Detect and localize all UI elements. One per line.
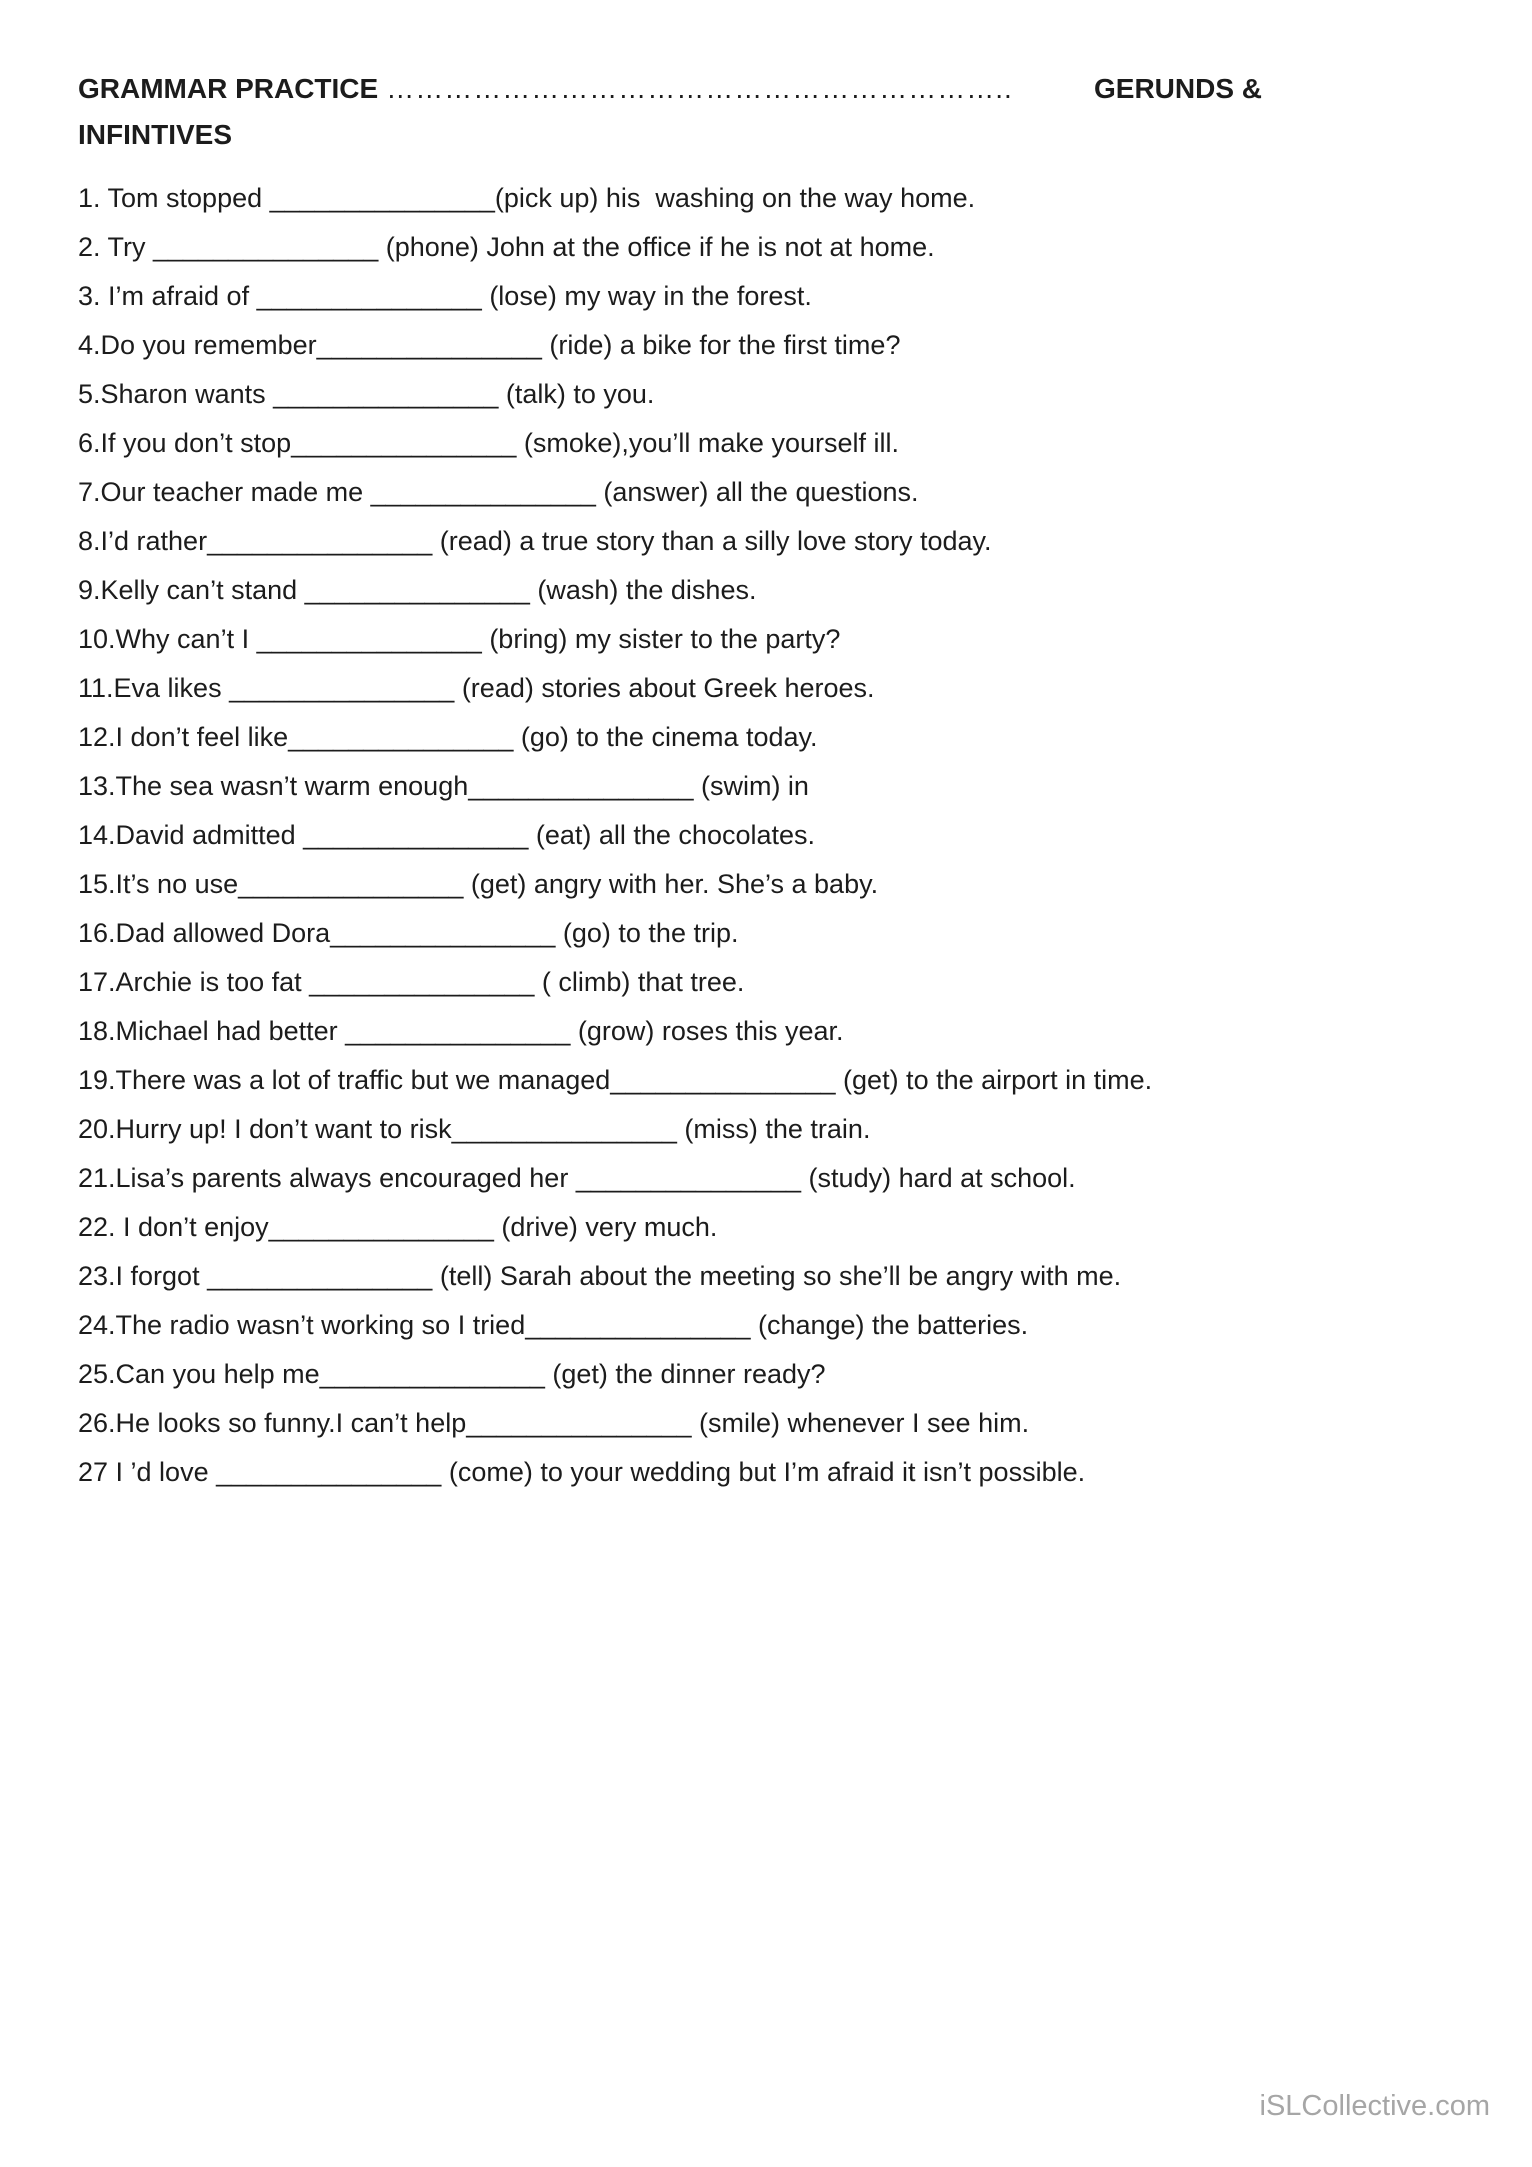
exercise-line: 1. Tom stopped _______________(pick up) his washing on the way home.	[78, 183, 976, 213]
exercise-line: 13.The sea wasn’t warm enough_______________ (swim) in	[78, 771, 809, 801]
exercise-line: 16.Dad allowed Dora_______________ (go) to the trip.	[78, 918, 739, 948]
exercise-line: 20.Hurry up! I don’t want to risk_______________ (miss) the train.	[78, 1114, 871, 1144]
exercise-line: 12.I don’t feel like_______________ (go) to the cinema today.	[78, 722, 818, 752]
exercise-line: 15.It’s no use_______________ (get) angry with her. She’s a baby.	[78, 869, 879, 899]
exercise-line: 2. Try _______________ (phone) John at the office if he is not at home.	[78, 232, 935, 262]
exercise-line: 14.David admitted _______________ (eat) all the chocolates.	[78, 820, 816, 850]
exercise-line: 18.Michael had better _______________ (grow) roses this year.	[78, 1016, 844, 1046]
exercise-line: 24.The radio wasn’t working so I tried_______________ (change) the batteries.	[78, 1310, 1029, 1340]
exercise-line: 8.I’d rather_______________ (read) a true story than a silly love story today.	[78, 526, 992, 556]
exercise-list	[78, 174, 1462, 1497]
exercise-line: 26.He looks so funny.I can’t help_______________ (smile) whenever I see him.	[78, 1408, 1030, 1438]
exercise-line: 19.There was a lot of traffic but we managed_______________ (get) to the airport in time.	[78, 1065, 1153, 1095]
exercise-line: 21.Lisa’s parents always encouraged her _______________ (study) hard at school.	[78, 1163, 1076, 1193]
islcollective-watermark: iSLCollective.com	[1259, 2090, 1490, 2122]
exercise-line: 6.If you don’t stop_______________ (smoke),you’ll make yourself ill.	[78, 428, 899, 458]
exercise-line: 5.Sharon wants _______________ (talk) to you.	[78, 379, 655, 409]
exercise-line: 27 I ’d love _______________ (come) to your wedding but I’m afraid it isn’t possible.	[78, 1457, 1086, 1487]
exercise-line: 23.I forgot _______________ (tell) Sarah about the meeting so she’ll be angry with me.	[78, 1261, 1122, 1291]
worksheet-header	[78, 66, 1462, 158]
exercise-line: 22. I don’t enjoy_______________ (drive) very much.	[78, 1212, 718, 1242]
dotted-leader: ………………………………………………………..	[386, 73, 1013, 104]
worksheet-title: GRAMMAR PRACTICE	[78, 73, 379, 104]
exercise-line: 3. I’m afraid of _______________ (lose) my way in the forest.	[78, 281, 812, 311]
exercise-line: 7.Our teacher made me _______________ (answer) all the questions.	[78, 477, 919, 507]
exercise-line: 10.Why can’t I _______________ (bring) my sister to the party?	[78, 624, 841, 654]
subject-title-line-2: INFINTIVES	[78, 119, 233, 150]
exercise-line: 25.Can you help me_______________ (get) the dinner ready?	[78, 1359, 826, 1389]
subject-title-line-1: GERUNDS &	[1093, 73, 1262, 104]
header-row	[78, 66, 1462, 112]
exercise-line: 11.Eva likes _______________ (read) stories about Greek heroes.	[78, 673, 875, 703]
exercise-line: 4.Do you remember_______________ (ride) a bike for the first time?	[78, 330, 901, 360]
exercise-line: 9.Kelly can’t stand _______________ (wash) the dishes.	[78, 575, 757, 605]
exercise-line: 17.Archie is too fat _______________ ( climb) that tree.	[78, 967, 745, 997]
